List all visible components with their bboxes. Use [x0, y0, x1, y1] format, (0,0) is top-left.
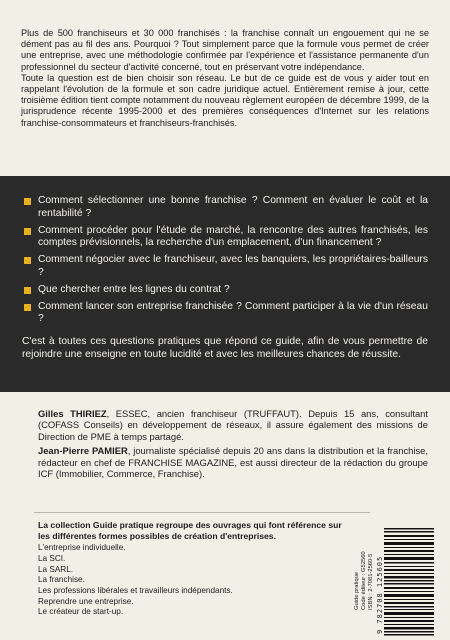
- author-bio: [38, 408, 428, 442]
- intro-paragraph-2: Toute la question est de bien choisir son réseau. Le but de ce guide est de vous y aider tout en rappelant l'évolution de la formule et son cadre juridique actuel. Entièrement remise à jour, cette troisième édition tient compte notamment du nouveau règlement européen de décembre 1999, de la jurisprudence récente 1995-2000 et des premières conséquences d'Internet sur les relations franchise-consommateurs et franchiseurs-franchisés.: [21, 72, 429, 128]
- author-description: , journaliste spécialisé depuis 20 ans dans la distribution et la franchise, rédacteur en chef de FRANCHISE MAGAZINE, est aussi directeur de la rédaction du groupe ICF (Immobilier, Commerce, Franchise).: [38, 445, 428, 480]
- question-item: [22, 301, 428, 327]
- collection-title-item: Le créateur de start-up.: [38, 607, 124, 617]
- question-text: Que chercher entre les lignes du contrat ?: [38, 283, 230, 295]
- square-bullet-icon: [24, 304, 31, 311]
- author-name: Gilles THIRIEZ: [38, 408, 107, 419]
- barcode: [376, 526, 436, 636]
- intro-section: [0, 0, 450, 176]
- author-bio: [38, 445, 428, 479]
- closing-paragraph: C'est à toutes ces questions pratiques que répond ce guide, afin de vous permettre de rejoindre une enseigne en toute lucidité et avec les meilleures chances de réussite.: [22, 336, 428, 360]
- barcode-number: 9 782708 125605: [376, 555, 384, 634]
- isbn-code: ISBN : 2-7081-2560-5: [368, 553, 374, 610]
- intro-paragraph-1: Plus de 500 franchiseurs et 30 000 franchisés : la franchise connaît un engouement qui ne se dément pas au fil des ans. Pourquoi ? Tout simplement parce que la formule vous permet de créer une entreprise, avec une méthodologie confirmée par l'expérience et l'assistance permanente d'un professionnel du secteur d'activité concerné, tout en préservant votre indépendance.: [21, 28, 429, 72]
- square-bullet-icon: [24, 257, 31, 264]
- collection-titles: [38, 543, 348, 618]
- question-text: Comment lancer son entreprise franchisée ? Comment participer à la vie d'un réseau ?: [38, 300, 428, 325]
- question-text: Comment procéder pour l'étude de marché, la rencontre des autres franchisés, les comptes prévisionnels, la recherche d'un emplacement, d'un financement ?: [38, 224, 428, 249]
- section-divider: [34, 512, 370, 513]
- question-item: [22, 225, 428, 251]
- collection-section: [38, 520, 348, 618]
- collection-title-item: La SARL.: [38, 564, 74, 574]
- questions-panel: [0, 176, 450, 392]
- collection-title-item: L'entreprise individuelle.: [38, 543, 126, 553]
- square-bullet-icon: [24, 287, 31, 294]
- collection-title-item: Les professions libérales et travailleurs indépendants.: [38, 586, 233, 595]
- question-item: [22, 195, 428, 221]
- question-text: Comment sélectionner une bonne franchise ? Comment en évaluer le coût et la rentabilité ?: [38, 195, 428, 219]
- collection-title-item: La SCI.: [38, 553, 66, 563]
- series-label: Guide pratique: [354, 571, 360, 610]
- barcode-bars-icon: [384, 528, 434, 636]
- question-item: [22, 284, 428, 297]
- collection-intro: La collection Guide pratique regroupe des ouvrages qui font référence sur les différentes formes possibles de création d'entreprises.: [38, 520, 342, 541]
- square-bullet-icon: [24, 228, 31, 235]
- questions-list: [22, 195, 428, 326]
- question-text: Comment négocier avec le franchiseur, avec les banquiers, les propriétaires-bailleurs ?: [38, 254, 428, 278]
- question-item: [22, 254, 428, 280]
- collection-title-item: La franchise.: [38, 575, 85, 585]
- authors-section: [0, 392, 450, 506]
- editor-code: Code éditeur : G52560: [361, 551, 367, 610]
- square-bullet-icon: [24, 198, 31, 205]
- author-name: Jean-Pierre PAMIER: [38, 445, 128, 457]
- author-description: , ESSEC, ancien franchiseur (TRUFFAUT). Depuis 15 ans, consultant (COFASS Conseils) en développement de réseaux, il assure également des missions de Direction de PME à temps partagé.: [38, 408, 428, 442]
- collection-title-item: Reprendre une entreprise.: [38, 596, 134, 606]
